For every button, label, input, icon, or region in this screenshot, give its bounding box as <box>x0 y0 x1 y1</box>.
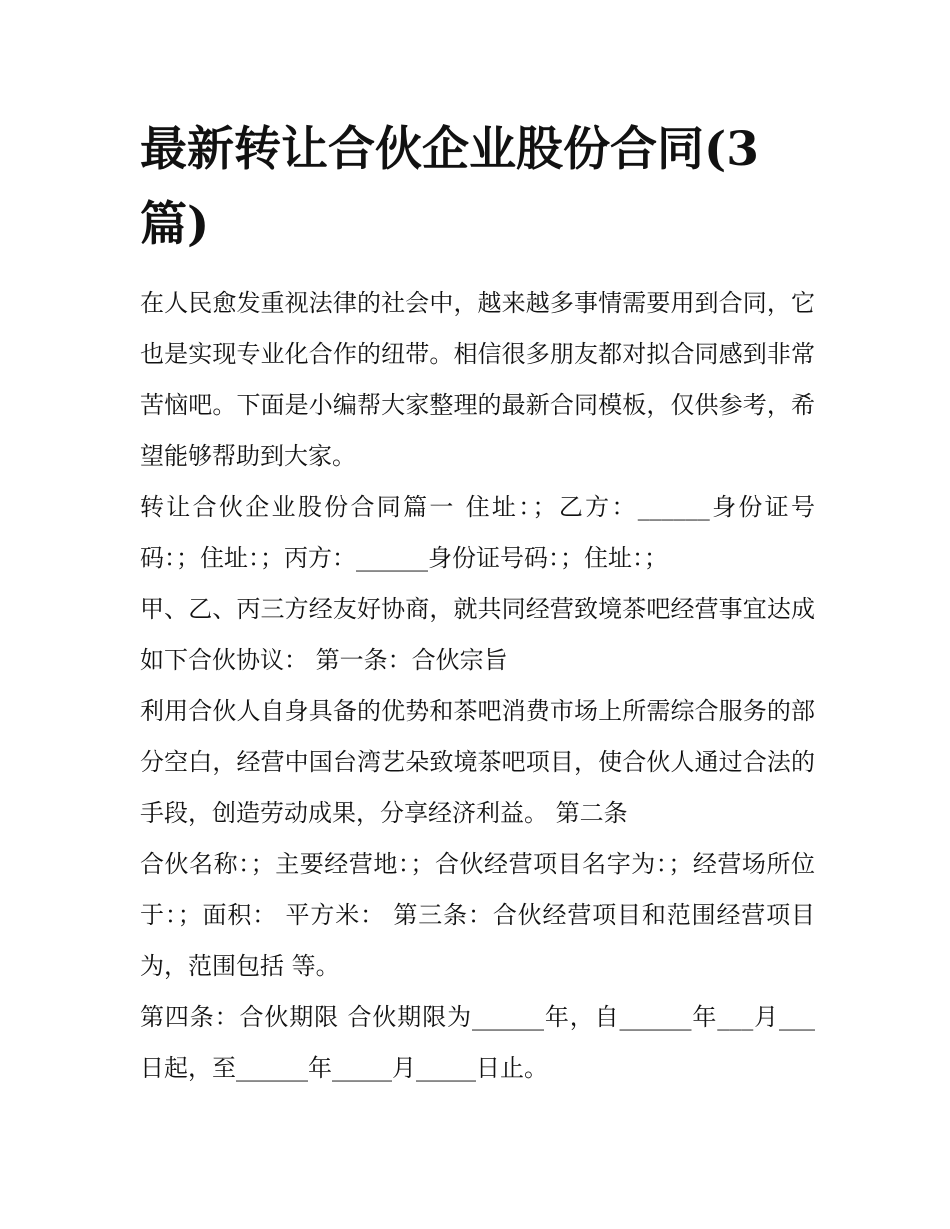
paragraph-purpose: 利用合伙人自身具备的优势和茶吧消费市场上所需综合服务的部分空白，经营中国台湾艺朵致境茶吧项目，使合伙人通过合法的手段，创造劳动成果，分享经济利益。 第二条 <box>140 697 815 827</box>
paragraph-name-scope: 合伙名称：；主要经营地：；合伙经营项目名字为：；经营场所位于：；面积： 平方米： 第三条：合伙经营项目和范围经营项目为，范围包括 等。 <box>140 850 815 980</box>
paragraph-parties: 转让合伙企业股份合同篇一 住址：；乙方：______身份证号码：；住址：；丙方：______身份证号码：；住址：； <box>140 493 815 572</box>
document-body <box>140 278 815 1094</box>
paragraph-intro: 在人民愈发重视法律的社会中，越来越多事情需要用到合同，它也是实现专业化合作的纽带。相信很多朋友都对拟合同感到非常苦恼吧。下面是小编帮大家整理的最新合同模板，仅供参考，希望能够帮助到大家。 <box>140 289 815 470</box>
paragraph-agreement: 甲、乙、丙三方经友好协商，就共同经营致境茶吧经营事宜达成如下合伙协议： 第一条：合伙宗旨 <box>140 595 815 674</box>
document-title: 最新转让合伙企业股份合同(3篇) <box>140 122 759 252</box>
paragraph-term: 第四条：合伙期限 合伙期限为______年，自______年___月___日起，至______年_____月_____日止。 <box>140 1003 815 1082</box>
